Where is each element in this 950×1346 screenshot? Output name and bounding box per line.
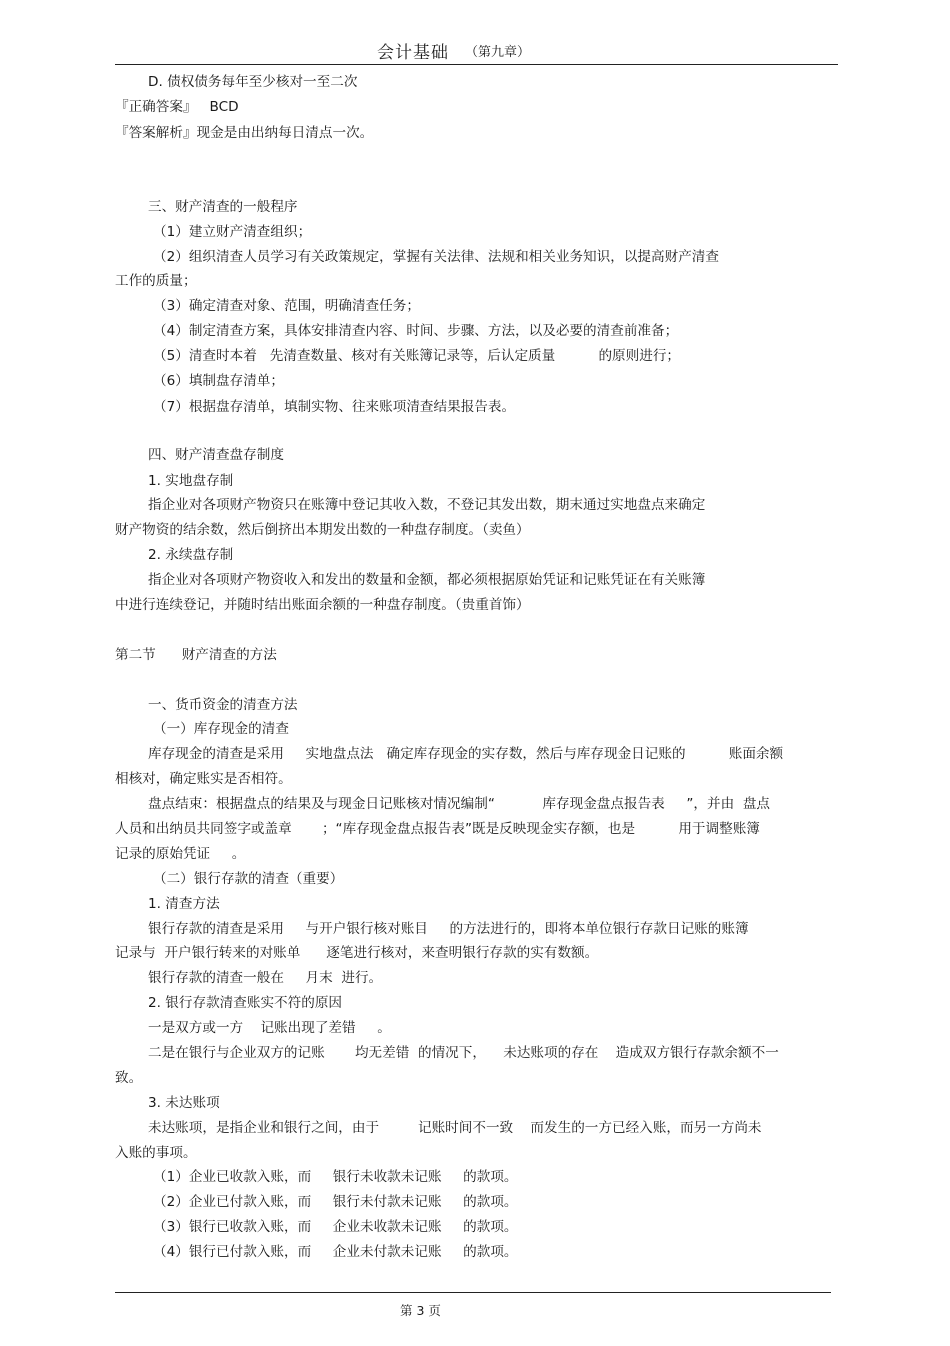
footer-rule xyxy=(115,1292,831,1293)
text-line: 工作的质量； xyxy=(115,273,197,289)
chapter-section-heading: 第二节 财产清查的方法 xyxy=(115,647,277,663)
text-line: 指企业对各项财产物资收入和发出的数量和金额，都必须根据原始凭证和记账凭证在有关账簿 xyxy=(148,572,706,588)
text-line: 致。 xyxy=(115,1070,143,1086)
document-title: 会计基础 xyxy=(377,43,449,63)
list-item: （4）银行已付款入账，而 企业未付款未记账 的款项。 xyxy=(153,1244,518,1260)
subsection-heading: 2. 永续盘存制 xyxy=(148,547,234,563)
text-line: 入账的事项。 xyxy=(115,1145,197,1161)
text-line: （4）制定清查方案，具体安排清查内容、时间、步骤、方法，以及必要的清查前准备； xyxy=(153,323,679,339)
section-heading: 三、财产清查的一般程序 xyxy=(148,199,298,215)
chapter-label: （第九章） xyxy=(465,45,531,60)
text-line: 库存现金的清查是采用 实地盘点法 确定库存现金的实存数，然后与库存现金日记账的 账面余额 xyxy=(148,746,784,762)
list-item: （1）企业已收款入账，而 银行未收款未记账 的款项。 xyxy=(153,1169,518,1185)
subsection-heading: 3. 未达账项 xyxy=(148,1095,220,1111)
list-item: （3）银行已收款入账，而 企业未收款未记账 的款项。 xyxy=(153,1219,518,1235)
text-line: 中进行连续登记，并随时结出账面余额的一种盘存制度。（贵重首饰） xyxy=(115,597,530,613)
section-heading: 四、财产清查盘存制度 xyxy=(148,447,284,463)
text-line: 未达账项，是指企业和银行之间，由于 记账时间不一致 而发生的一方已经入账，而另一方尚未 xyxy=(148,1120,762,1136)
text-line: 记录与 开户银行转来的对账单 逐笔进行核对，来查明银行存款的实有数额。 xyxy=(115,945,599,961)
text-line: （5）清查时本着 先清查数量、核对有关账簿记录等，后认定质量 的原则进行； xyxy=(153,348,681,364)
text-line: （2）组织清查人员学习有关政策规定，掌握有关法律、法规和相关业务知识，以提高财产清查 xyxy=(153,249,719,265)
explanation-line: 『答案解析』现金是由出纳每日清点一次。 xyxy=(115,125,374,141)
answer-line: 『正确答案』 BCD xyxy=(115,99,239,115)
subsection-heading: 1. 实地盘存制 xyxy=(148,473,234,489)
list-item: （2）企业已付款入账，而 银行未付款未记账 的款项。 xyxy=(153,1194,518,1210)
text-line: 银行存款的清查是采用 与开户银行核对账目 的方法进行的，即将本单位银行存款日记账的账簿 xyxy=(148,921,749,937)
text-line: 相核对，确定账实是否相符。 xyxy=(115,771,292,787)
section-heading: 一、货币资金的清查方法 xyxy=(148,697,298,713)
text-line: 银行存款的清查一般在 月末 进行。 xyxy=(148,970,383,986)
text-line: 指企业对各项财产物资只在账簿中登记其收入数，不登记其发出数，期末通过实地盘点来确定 xyxy=(148,497,706,513)
text-line: 人员和出纳员共同签字或盖章 ；“库存现金盘点报告表”既是反映现金实存额，也是 用于调整账簿 xyxy=(115,821,760,837)
text-line: 盘点结束：根据盘点的结果及与现金日记账核对情况编制“ 库存现金盘点报告表 ”，并由 盘点 xyxy=(148,796,771,812)
text-line: 二是在银行与企业双方的记账 均无差错 的情况下， 未达账项的存在 造成双方银行存款余额不一 xyxy=(148,1045,779,1061)
subsection-heading: 1. 清查方法 xyxy=(148,896,220,912)
subsection-heading: （二）银行存款的清查（重要） xyxy=(153,871,344,887)
text-line: （7）根据盘存清单，填制实物、往来账项清查结果报告表。 xyxy=(153,399,516,415)
text-line: （1）建立财产清查组织； xyxy=(153,224,312,240)
page-number: 第 3 页 xyxy=(400,1303,441,1318)
subsection-heading: （一）库存现金的清查 xyxy=(153,721,289,737)
subsection-heading: 2. 银行存款清查账实不符的原因 xyxy=(148,995,343,1011)
text-line: （3）确定清查对象、范围，明确清查任务； xyxy=(153,298,420,314)
page-header xyxy=(115,34,838,65)
text-line: （6）填制盘存清单； xyxy=(153,373,284,389)
text-line: 记录的原始凭证 。 xyxy=(115,846,246,862)
text-line: D. 债权债务每年至少核对一至二次 xyxy=(148,74,358,90)
text-line: 一是双方或一方 记账出现了差错 。 xyxy=(148,1020,391,1036)
text-line: 财产物资的结余数，然后倒挤出本期发出数的一种盘存制度。（卖鱼） xyxy=(115,522,530,538)
